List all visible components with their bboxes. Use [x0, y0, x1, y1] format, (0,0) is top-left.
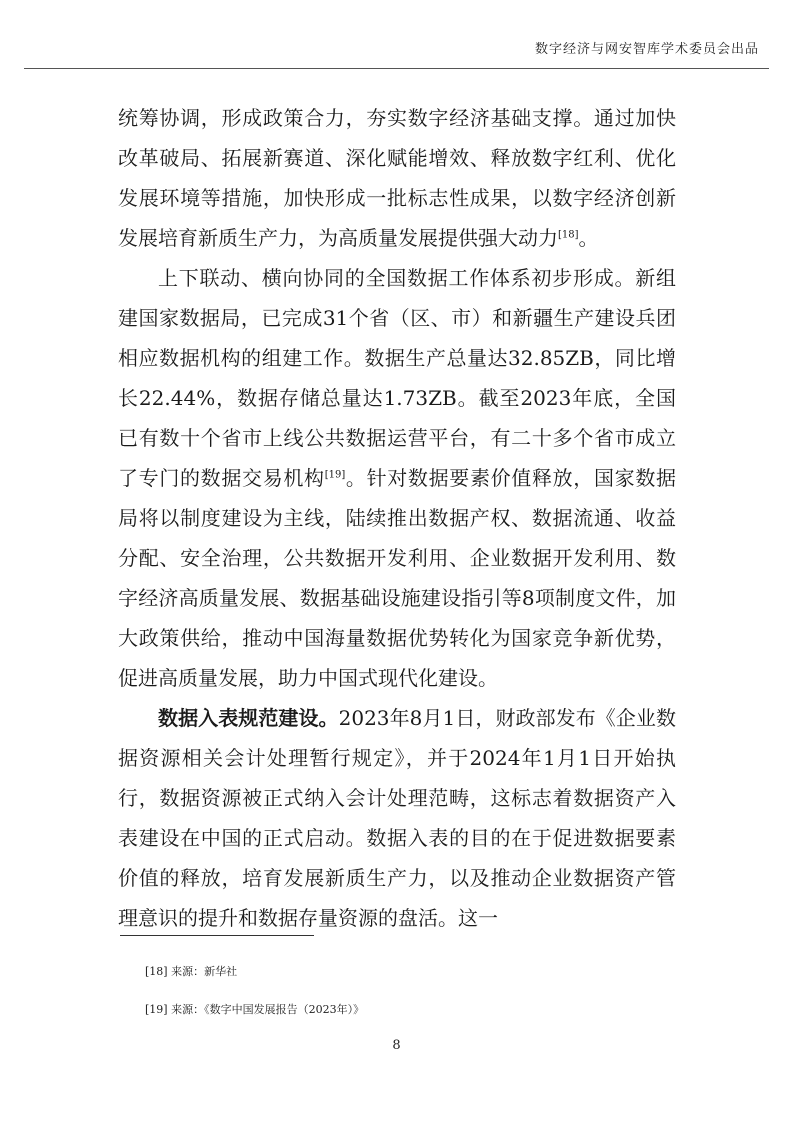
paragraph-2-text-b: 。针对数据要素价值释放，国家数据局将以制度建设为主线，陆续推出数据产权、数据流通、收益分配、安全治理，公共数据开发利用、企业数据开发利用、数字经济高质量发展、数据基础设施建设指引等8项制度文件，加大政策供给，推动中国海量数据优势转化为国家竞争新优势，促进高质量发展，助力中国式现代化建设。 — [118, 466, 676, 690]
paragraph-3-lead: 数据入表规范建设。 — [158, 706, 339, 730]
footnote-18: [18] 来源：新华社 — [145, 965, 238, 978]
footnote-ref-19[interactable]: [19] — [324, 469, 346, 481]
footnote-ref-18[interactable]: [18] — [558, 229, 579, 241]
paragraph-1-text: 统筹协调，形成政策合力，夯实数字经济基础支撑。通过加快改革破局、拓展新赛道、深化赋能增效、释放数字红利、优化发展环境等措施，加快形成一批标志性成果，以数字经济创新发展培育新质生产力，为高质量发展提供强大动力 — [118, 106, 676, 250]
paragraph-3 — [118, 698, 676, 938]
paragraph-3-text: 2023年8月1日，财政部发布《企业数据资源相关会计处理暂行规定》，并于2024年1月1日开始执行，数据资源被正式纳入会计处理范畴，这标志着数据资产入表建设在中国的正式启动。数据入表的目的在于促进数据要素价值的释放，培育发展新质生产力，以及推动企业数据资产管理意识的提升和数据存量资源的盘活。这一 — [118, 706, 676, 930]
paragraph-2 — [118, 258, 676, 698]
header-title: 数字经济与网安智库学术委员会出品 — [534, 42, 759, 57]
paragraph-1-tail: 。 — [578, 226, 599, 250]
header-rule — [24, 68, 769, 69]
page-number: 8 — [392, 1038, 401, 1053]
paragraph-1 — [118, 98, 676, 258]
footnote-19: [19] 来源：《数字中国发展报告（2023年）》 — [145, 1003, 365, 1016]
paragraph-2-text-a: 上下联动、横向协同的全国数据工作体系初步形成。新组建国家数据局，已完成31个省（区、市）和新疆生产建设兵团相应数据机构的组建工作。数据生产总量达32.85ZB，同比增长22.44%，数据存储总量达1.73ZB。截至2023年底，全国已有数十个省市上线公共数据运营平台，有二十多个省市成立了专门的数据交易机构 — [118, 266, 676, 490]
footnote-rule — [120, 935, 314, 936]
body-text — [118, 98, 676, 938]
